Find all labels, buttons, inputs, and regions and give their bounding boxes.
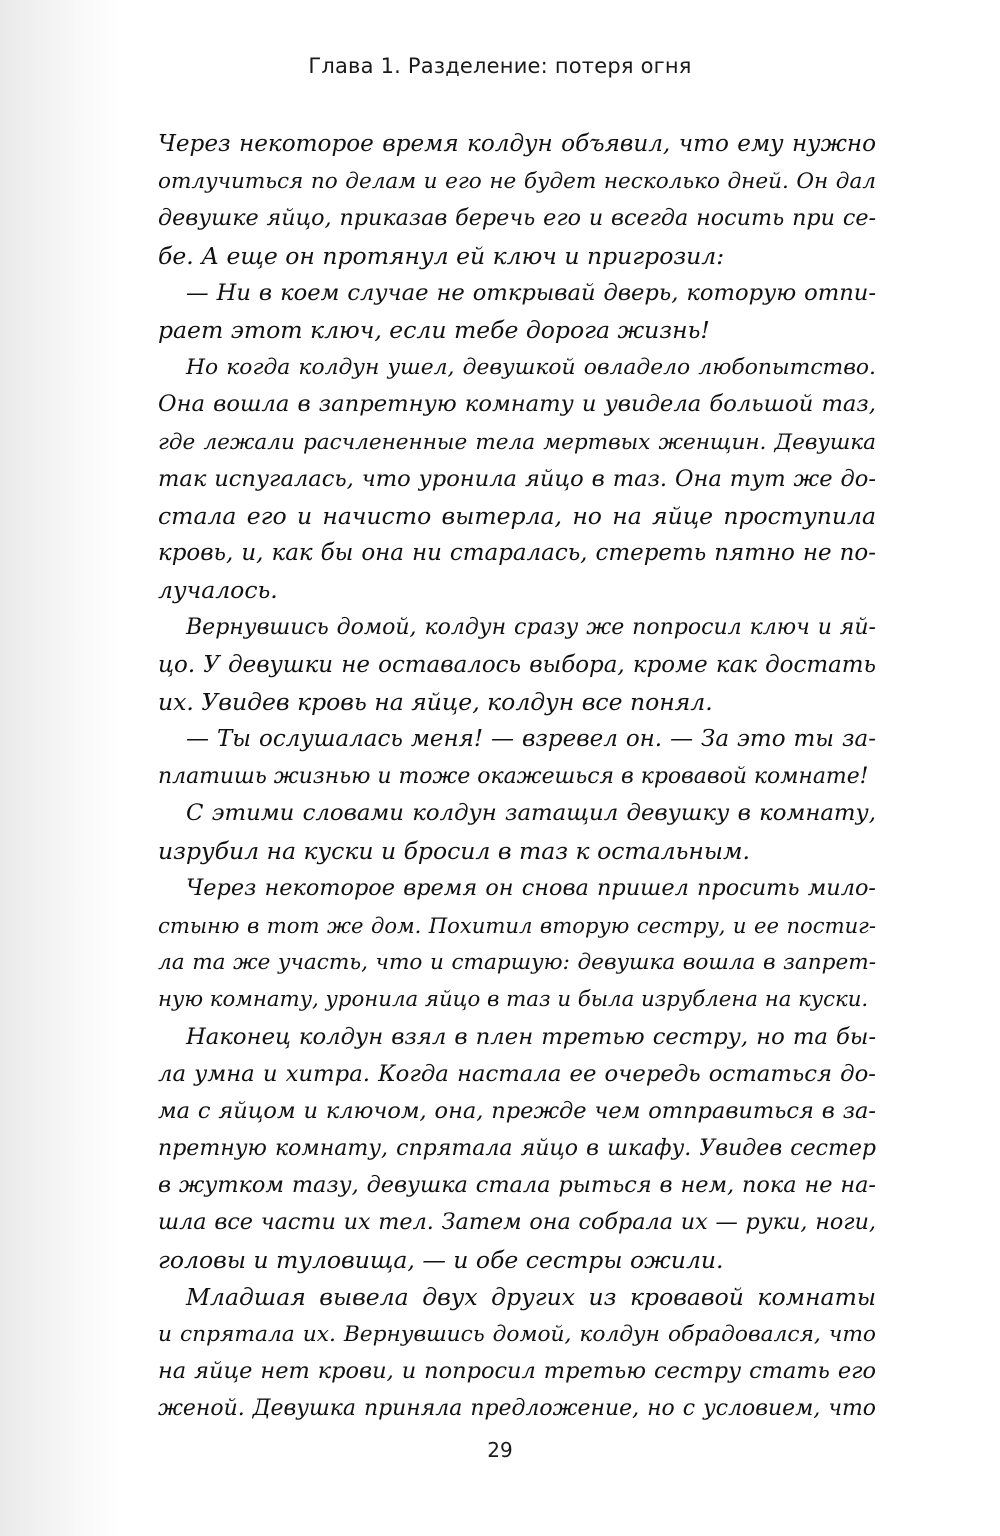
text-line: цо. У девушки не оставалось выбора, кроме как достать [158,651,876,678]
body-text [158,126,876,1428]
text-line: на яйце нет крови, и попросил третью сестру стать его [158,1358,876,1385]
text-line: женой. Девушка приняла предложение, но с условием, что [158,1396,876,1422]
text-line: головы и туловища, — и обе сестры ожили. [158,1245,724,1274]
text-line: изрубил на куски и бросил в таз к остальным. [158,836,750,865]
text-line: и спрятала их. Вернувшись домой, колдун обрадовался, что [158,1322,876,1347]
text-line: Вернувшись домой, колдун сразу же попросил ключ и яй- [186,615,876,641]
text-line: шла все части их тел. Затем она собрала их — руки, ноги, [158,1209,876,1236]
text-line: ма с яйцом и ключом, она, прежде чем отправиться в за- [158,1097,876,1124]
text-line: отлучиться по делам и его не будет несколько дней. Он дал [158,169,876,195]
running-header: Глава 1. Разделение: потеря огня [308,54,692,78]
text-line: стала его и начисто вытерла, но на яйце проступила [158,501,876,530]
text-line: лучалось. [158,576,278,605]
text-line: Но когда колдун ушел, девушкой овладело любопытство. [186,355,876,381]
text-line: ную комнату, уронила яйцо в таз и была изрублена на куски. [158,987,869,1013]
text-line: в жутком тазу, девушка стала рыться в нем, пока не на- [158,1172,876,1199]
text-line: где лежали расчлененные тела мертвых женщин. Девушка [158,429,876,455]
text-line: платишь жизнью и тоже окажешься в кровавой комнате! [158,764,869,790]
text-line: рает этот ключ, если тебе дорога жизнь! [158,315,710,344]
text-line: С этими словами колдун затащил девушку в комнату, [186,800,876,827]
text-line: девушке яйцо, приказав беречь его и всегда носить при се- [158,205,876,232]
text-line: Она вошла в запретную комнату и увидела большой таз, [158,391,876,418]
text-line: Младшая вывела двух других из кровавой комнаты [186,1282,876,1311]
text-line: бе. А еще он протянул ей ключ и пригрозил: [158,241,725,270]
text-line: их. Увидев кровь на яйце, колдун все понял. [158,687,713,716]
page-number: 29 [487,1438,513,1462]
text-line: ла умна и хитра. Когда настала ее очередь остаться до- [158,1060,876,1087]
text-line: Наконец колдун взял в плен третью сестру, но та бы- [186,1023,876,1050]
text-line: — Ты ослушалась меня! — взревел он. — За это ты за- [186,726,876,752]
text-line: Через некоторое время он снова пришел просить мило- [186,874,876,901]
text-line: кровь, и, как бы она ни старалась, стереть пятно не по- [158,540,876,567]
text-line: стыню в тот же дом. Похитил вторую сестру, и ее постиг- [158,912,876,938]
text-line: Через некоторое время колдун объявил, что ему нужно [158,131,876,157]
text-line: претную комнату, спрятала яйцо в шкафу. Увидев сестер [158,1136,876,1162]
text-line: так испугалась, что уронила яйцо в таз. Она тут же до- [158,465,876,492]
text-line: — Ни в коем случае не открывай дверь, которую отпи- [186,279,876,306]
text-line: ла та же участь, что и старшую: девушка вошла в запрет- [158,950,876,976]
